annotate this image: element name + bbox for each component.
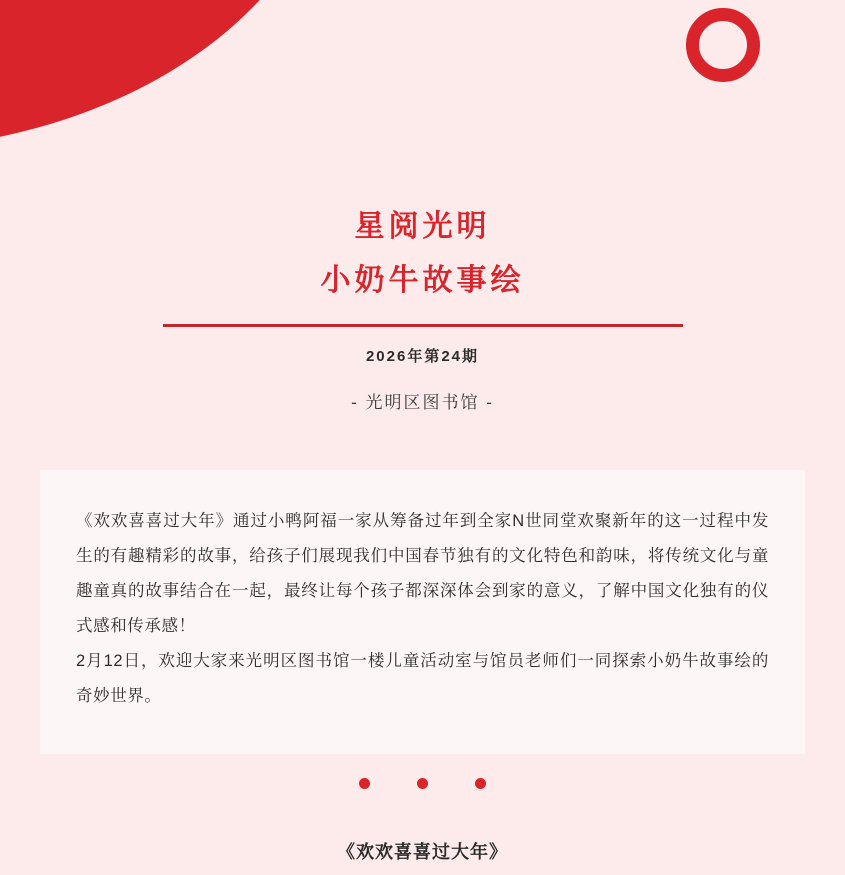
dot-separator <box>0 778 845 789</box>
description-paragraph-2: 2月12日，欢迎大家来光明区图书馆一楼儿童活动室与馆员老师们一同探索小奶牛故事绘的奇妙世界。 <box>76 652 769 705</box>
description-paragraph-1: 《欢欢喜喜过大年》通过小鸭阿福一家从筹备过年到全家N世同堂欢聚新年的这一过程中发生的有趣精彩的故事，给孩子们展现我们中国春节独有的文化特色和韵味，将传统文化与童趣童真的故事结合在一起，最终让每个孩子都深深体会到家的意义，了解中国文化独有的仪式感和传承感！ <box>76 512 769 635</box>
separator-dot <box>417 778 428 789</box>
footer-book-title: 《欢欢喜喜过大年》 <box>337 842 508 862</box>
title-divider <box>163 324 683 327</box>
page-title-line-1: 星阅光明 <box>354 210 491 243</box>
organization-label: - 光明区图书馆 - <box>351 393 494 412</box>
page-title-line-2: 小奶牛故事绘 <box>320 264 525 297</box>
separator-dot <box>359 778 370 789</box>
issue-label: 2026年第24期 <box>365 348 480 365</box>
red-quarter-circle-icon <box>0 0 340 150</box>
poster-header <box>0 200 845 413</box>
red-ring-icon <box>686 8 760 82</box>
description-card <box>40 470 805 754</box>
separator-dot <box>475 778 486 789</box>
